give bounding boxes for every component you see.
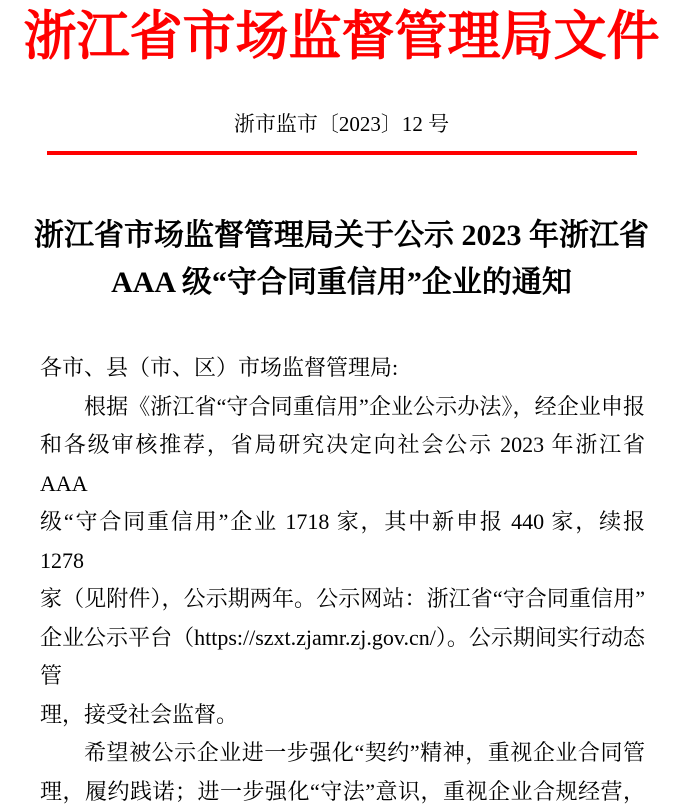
- body-text-line: 各市、县（市、区）市场监督管理局:: [40, 349, 645, 388]
- document-number: 浙市监市〔2023〕12 号: [0, 111, 683, 137]
- body-text-line: 理，履约践诺；进一步强化“守法”意识，重视企业合规经营，: [40, 773, 645, 811]
- red-divider-line: [47, 151, 637, 155]
- body-text-line: 希望被公示企业进一步强化“契约”精神，重视企业合同管: [40, 734, 645, 773]
- document-title: [30, 212, 653, 306]
- body-text-line: 根据《浙江省“守合同重信用”企业公示办法》，经企业申报: [40, 388, 645, 427]
- body-text-line: 和各级审核推荐，省局研究决定向社会公示 2023 年浙江省 AAA: [40, 426, 645, 503]
- document-body: [40, 349, 645, 811]
- document-title-line2: AAA 级“守合同重信用”企业的通知: [30, 259, 653, 306]
- body-text-line: 企业公示平台（https://szxt.zjamr.zj.gov.cn/）。公示期间实行动态管: [40, 619, 645, 696]
- body-text-line: 理，接受社会监督。: [40, 696, 645, 735]
- agency-letterhead-title: 浙江省市场监督管理局文件: [0, 5, 683, 69]
- body-text-line: 级“守合同重信用”企业 1718 家，其中新申报 440 家，续报 1278: [40, 503, 645, 580]
- body-text-line: 家（见附件），公示期两年。公示网站：浙江省“守合同重信用”: [40, 580, 645, 619]
- document-title-line1: 浙江省市场监督管理局关于公示 2023 年浙江省: [30, 212, 653, 259]
- official-document-page: [0, 5, 683, 696]
